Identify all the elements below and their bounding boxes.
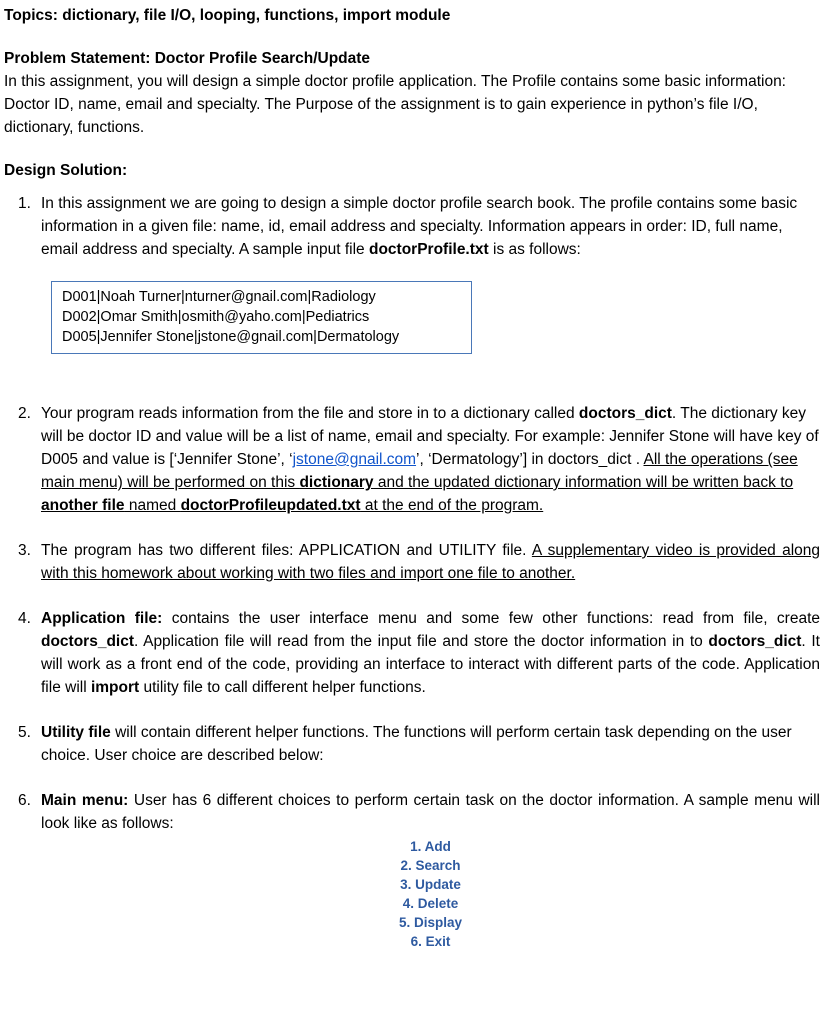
- menu-item-delete: 4. Delete: [402, 896, 459, 911]
- sample-line-1: D001|Noah Turner|nturner@gnail.com|Radiology: [62, 289, 376, 305]
- menu-item-exit: 6. Exit: [410, 934, 451, 949]
- item-1-text: In this assignment we are going to design a simple doctor profile search book. The profile contains some basic information in a given file: name, id, email address and specialty. Information appears in order: ID, full name, email address and specialty. A sample input file: [41, 195, 798, 258]
- problem-statement-title: Problem Statement: Doctor Profile Search/Update: [4, 50, 371, 67]
- list-item-2: [4, 402, 820, 517]
- sample-line-3: D005|Jennifer Stone|jstone@gnail.com|Dermatology: [62, 329, 400, 345]
- item-2-underlined-another-file: another file: [41, 497, 125, 514]
- item-2-text-a: Your program reads information from the file and store in to a dictionary called: [41, 405, 579, 422]
- menu-item-add: 1. Add: [410, 839, 451, 854]
- item-2-underlined-3: and the updated dictionary information will be written back to: [373, 474, 794, 491]
- design-steps-list: [4, 192, 820, 951]
- dict-name: doctors_dict: [41, 633, 135, 650]
- item-2-underlined-7: at the end of the program.: [360, 497, 544, 514]
- item-6-text: User has 6 different choices to perform certain task on the doctor information. A sample menu will look like as follows:: [41, 792, 820, 832]
- topics-heading: Topics: dictionary, file I/O, looping, functions, import module: [4, 7, 451, 24]
- import-keyword: import: [90, 679, 140, 696]
- design-solution-title: Design Solution:: [4, 162, 128, 179]
- list-item-1: [4, 192, 820, 354]
- application-file-label: Application file:: [41, 610, 163, 627]
- sample-menu: [41, 837, 820, 951]
- list-item-5: [4, 721, 820, 767]
- item-2-underlined-5: named: [124, 497, 181, 514]
- main-menu-label: Main menu:: [41, 792, 129, 809]
- item-4-text-d: utility file to call different helper functions.: [139, 679, 426, 696]
- item-1-tail: is as follows:: [488, 241, 581, 258]
- item-2-underlined-1: All the operations (see main menu) will be performed on this: [41, 451, 798, 491]
- item-3-text: The program has two different files: APPLICATION and UTILITY file.: [41, 542, 532, 559]
- input-filename: doctorProfile.txt: [368, 241, 489, 258]
- item-number: 4.: [18, 610, 31, 627]
- item-2-underlined-dictionary: dictionary: [299, 474, 374, 491]
- item-5-text: will contain different helper functions. The functions will perform certain task depending on the user choice. User choice are described below:: [41, 724, 792, 764]
- email-link[interactable]: jstone@gnail.com: [292, 451, 417, 468]
- sample-line-2: D002|Omar Smith|osmith@yaho.com|Pediatrics: [62, 309, 370, 325]
- menu-item-display: 5. Display: [398, 915, 463, 930]
- output-filename: doctorProfileupdated.txt: [180, 497, 361, 514]
- item-2-text-c: ’, ‘Dermatology’] in doctors_dict .: [416, 451, 644, 468]
- item-number: 1.: [18, 195, 31, 212]
- list-item-4: [4, 607, 820, 699]
- item-number: 6.: [18, 792, 31, 809]
- sample-file-box: [51, 281, 472, 354]
- item-number: 3.: [18, 542, 31, 559]
- dict-name: doctors_dict: [578, 405, 672, 422]
- item-2-text-b: . The dictionary key will be doctor ID and value will be a list of name, email and specialty. For example: Jennifer Stone will have key of D005 and value is [‘Jennifer Stone’, ‘: [41, 405, 819, 468]
- list-item-3: [4, 539, 820, 585]
- item-4-text-b: . Application file will read from the input file and store the doctor information in to: [134, 633, 709, 650]
- menu-item-update: 3. Update: [400, 877, 461, 892]
- dict-name: doctors_dict: [708, 633, 802, 650]
- item-4-text-a: contains the user interface menu and some few other functions: read from file, create: [162, 610, 820, 627]
- menu-item-search: 2. Search: [400, 858, 461, 873]
- item-4-text-c: . It will work as a front end of the code, providing an interface to interact with different parts of the code. Application file will: [41, 633, 820, 696]
- item-number: 2.: [18, 405, 31, 422]
- list-item-6: [4, 789, 820, 951]
- item-number: 5.: [18, 724, 31, 741]
- item-3-underlined: A supplementary video is provided along with this homework about working with two files and import one file to another.: [41, 542, 820, 582]
- utility-file-label: Utility file: [41, 724, 111, 741]
- problem-statement-text: In this assignment, you will design a simple doctor profile application. The Profile contains some basic information: Doctor ID, name, email and specialty. The Purpose of the assignment is to gain experience in python’s file I/O, dictionary, functions.: [4, 73, 786, 136]
